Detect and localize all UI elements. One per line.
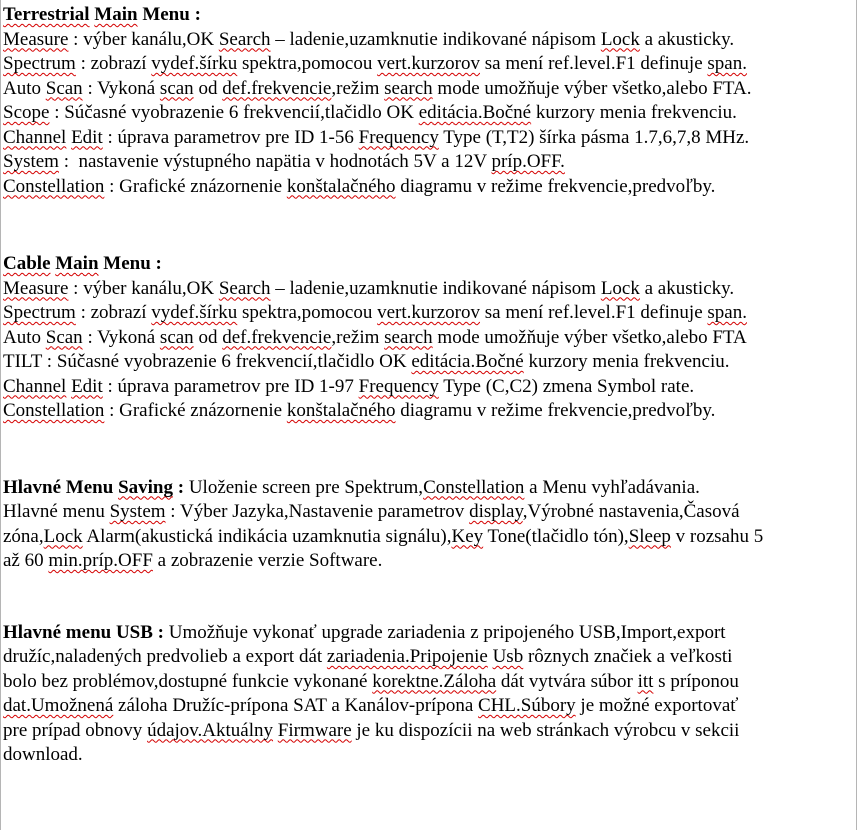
misspelled-word: údajov.Aktuálny — [147, 719, 274, 741]
text-line — [3, 375, 856, 400]
misspelled-word: Constellation — [3, 400, 105, 421]
text-segment: diagramu v režime frekvencie,predvoľby. — [395, 400, 716, 421]
misspelled-word: konštalačného — [286, 400, 396, 421]
text-segment: je možné exportovať — [575, 695, 739, 716]
misspelled-word: Usb — [492, 646, 524, 667]
misspelled-word: scan — [159, 77, 194, 99]
text-line — [3, 549, 856, 574]
text-line — [3, 621, 856, 646]
text-line — [3, 150, 856, 175]
misspelled-word: span. — [707, 302, 747, 323]
misspelled-word: Lock — [600, 28, 640, 50]
misspelled-word: zariadenia.Pripojenie — [326, 646, 488, 667]
text-line — [3, 301, 856, 326]
text-segment: mode umožňuje výber všetko,alebo FTA. — [432, 77, 752, 99]
misspelled-word: Search — [218, 277, 271, 299]
text-segment: kurzory menia frekvenciu. — [523, 351, 730, 372]
misspelled-word: search — [384, 326, 433, 348]
misspelled-word: Edit — [71, 126, 103, 148]
misspelled-word: príp.OFF. — [491, 151, 565, 172]
text-segment: : Výber Jazyka,Nastavenie parametrov — [165, 501, 470, 522]
text-segment: ,Výrobné nastavenia,Časová — [522, 501, 740, 522]
text-line — [3, 277, 856, 302]
text-segment: TILT : Súčasné vyobrazenie 6 frekvencií,tlačidlo OK — [3, 351, 412, 372]
text-line — [3, 52, 856, 77]
text-line — [3, 525, 856, 550]
text-segment: a akusticky. — [639, 277, 735, 299]
text-line — [3, 126, 856, 151]
misspelled-word: Main — [94, 4, 138, 25]
text-segment: družíc,naladených predvolieb a export dát — [3, 646, 327, 667]
text-segment: Hlavné menu — [3, 501, 110, 522]
text-segment: Tone(tlačidlo tón), — [483, 525, 629, 547]
misspelled-word: Spectrum — [3, 53, 76, 74]
misspelled-word: def.frekvencie — [222, 326, 332, 348]
text-line — [3, 670, 856, 695]
misspelled-word: vert.kurzorov — [377, 302, 480, 323]
text-segment: : úprava parametrov pre ID 1-97 — [102, 375, 359, 397]
misspelled-word: Scope — [3, 102, 50, 123]
text-line — [3, 326, 856, 351]
text-segment: Type (C,C2) zmena Symbol rate. — [438, 375, 695, 397]
text-segment: až 60 — [3, 550, 49, 571]
misspelled-word: editácia.Bočné — [418, 102, 532, 123]
text-segment: Auto — [3, 77, 46, 99]
misspelled-word: span. — [707, 53, 747, 74]
text-segment: dát vytvára súbor — [496, 670, 638, 692]
text-line — [3, 3, 856, 28]
text-segment: pre prípad obnovy — [3, 719, 148, 741]
misspelled-word: Constellation — [423, 476, 525, 498]
text-segment: Auto — [3, 326, 46, 348]
misspelled-word: Channel — [3, 375, 67, 397]
text-line — [3, 694, 856, 719]
text-segment: : Súčasné vyobrazenie 6 frekvencií,tlačidlo OK — [49, 102, 419, 123]
misspelled-word: vydef.šírku — [151, 302, 238, 323]
text-segment: ,režim — [331, 326, 385, 348]
text-segment: s príponou — [653, 670, 739, 692]
misspelled-word: editácia.Bočné — [411, 351, 524, 372]
text-segment: – ladenie,uzamknutie indikované nápisom — [270, 277, 601, 299]
misspelled-word: vydef.šírku — [151, 53, 238, 74]
text-segment: Type (T,T2) šírka pásma 1.7,6,7,8 MHz. — [438, 126, 750, 148]
text-segment: Alarm(akustická indikácia uzamknutia signálu), — [82, 525, 452, 547]
text-segment: mode umožňuje výber všetko,alebo FTA — [432, 326, 747, 348]
text-segment: bolo bez problémov,dostupné funkcie vykonané — [3, 670, 373, 692]
document-text — [3, 3, 856, 768]
misspelled-word: min.príp.OFF — [48, 550, 153, 571]
text-segment: Hlavné Menu — [3, 476, 119, 498]
text-segment: a zobrazenie verzie Software. — [152, 550, 383, 571]
misspelled-word: Lock — [43, 525, 83, 547]
text-line — [3, 500, 856, 525]
misspelled-word: Frequency — [358, 126, 439, 148]
text-line — [3, 350, 856, 375]
misspelled-word: Edit — [71, 375, 103, 397]
text-segment: záloha Družíc-prípona SAT a Kanálov-prípona — [113, 695, 479, 716]
text-segment: : zobrazí — [75, 302, 152, 323]
text-segment: : — [172, 476, 185, 498]
text-segment: od — [193, 77, 223, 99]
text-segment: kurzory menia frekvenciu. — [531, 102, 737, 123]
misspelled-word: Frequency — [358, 375, 439, 397]
misspelled-word: Firmware — [277, 719, 352, 741]
text-line — [3, 476, 856, 501]
text-segment: Menu : — [137, 4, 201, 25]
misspelled-word: korektne.Záloha — [372, 670, 497, 692]
text-segment: Uloženie screen pre Spektrum, — [184, 476, 424, 498]
saving-system-menu-section — [3, 476, 856, 574]
usb-menu-section — [3, 621, 856, 768]
text-segment: od — [193, 326, 223, 348]
misspelled-word: Cable — [3, 253, 51, 274]
misspelled-word: Measure — [3, 277, 69, 299]
cable-main-menu-section — [3, 252, 856, 424]
text-segment: download. — [3, 744, 83, 765]
text-line — [3, 77, 856, 102]
misspelled-word: scan — [159, 326, 194, 348]
text-segment: a Menu vyhľadávania. — [524, 476, 700, 498]
misspelled-word: Lock — [600, 277, 640, 299]
text-line — [3, 101, 856, 126]
text-segment: je ku dispozícii na web stránkach výrobcu v sekcii — [351, 719, 740, 741]
text-line — [3, 252, 856, 277]
text-segment: a akusticky. — [639, 28, 735, 50]
misspelled-word: Measure — [3, 28, 69, 50]
text-segment: : Grafické znázornenie — [104, 400, 287, 421]
misspelled-word: konštalačného — [286, 175, 396, 197]
misspelled-word: Constellation — [3, 175, 105, 197]
text-segment: zóna, — [3, 525, 44, 547]
misspelled-word: System — [109, 501, 166, 522]
misspelled-word: Scan — [45, 326, 83, 348]
misspelled-word: Channel — [3, 126, 67, 148]
text-line — [3, 175, 856, 200]
text-segment: : Vykoná — [82, 326, 160, 348]
misspelled-word: System — [3, 151, 59, 172]
text-segment: – ladenie,uzamknutie indikované nápisom — [270, 28, 601, 50]
text-segment: : zobrazí — [75, 53, 152, 74]
misspelled-word: Search — [218, 28, 271, 50]
misspelled-word: itt — [637, 670, 654, 692]
misspelled-word: def.frekvencie — [222, 77, 332, 99]
misspelled-word: Sleep — [628, 525, 671, 547]
misspelled-word: search — [384, 77, 433, 99]
text-line — [3, 743, 856, 768]
text-line — [3, 28, 856, 53]
terrestrial-main-menu-section — [3, 3, 856, 199]
text-segment: Menu : — [98, 253, 162, 274]
text-segment: : výber kanálu,OK — [68, 277, 219, 299]
text-segment: sa mení ref.level.F1 definuje — [480, 53, 708, 74]
text-segment: ,režim — [331, 77, 385, 99]
misspelled-word: Scan — [45, 77, 83, 99]
text-segment: spektra,pomocou — [237, 302, 378, 323]
misspelled-word: dat.Umožnená — [3, 695, 114, 716]
text-line — [3, 645, 856, 670]
text-segment: : Vykoná — [82, 77, 160, 99]
text-segment: : výber kanálu,OK — [68, 28, 219, 50]
misspelled-word: display — [469, 501, 523, 522]
text-segment: spektra,pomocou — [237, 53, 378, 74]
text-segment: sa mení ref.level.F1 definuje — [480, 302, 708, 323]
misspelled-word: Key — [451, 525, 484, 547]
text-segment: Hlavné menu USB : — [3, 621, 164, 643]
misspelled-word: CHL.Súbory — [478, 695, 576, 716]
text-line — [3, 399, 856, 424]
text-segment: v rozsahu 5 — [670, 525, 764, 547]
text-segment: : úprava parametrov pre ID 1-56 — [102, 126, 359, 148]
misspelled-word: Main — [55, 253, 99, 274]
misspelled-word: vert.kurzorov — [377, 53, 480, 74]
text-segment: : Grafické znázornenie — [104, 175, 287, 197]
text-segment: rôznych značiek a veľkosti — [523, 646, 733, 667]
misspelled-word: Saving — [118, 476, 173, 498]
text-line — [3, 719, 856, 744]
misspelled-word: Spectrum — [3, 302, 76, 323]
misspelled-word: Terrestrial — [3, 4, 90, 25]
text-segment: diagramu v režime frekvencie,predvoľby. — [395, 175, 716, 197]
text-segment: : nastavenie výstupného napätia v hodnotách 5V a 12V — [58, 151, 492, 172]
text-segment: Umožňuje vykonať upgrade zariadenia z pripojeného USB,Import,export — [164, 621, 726, 643]
